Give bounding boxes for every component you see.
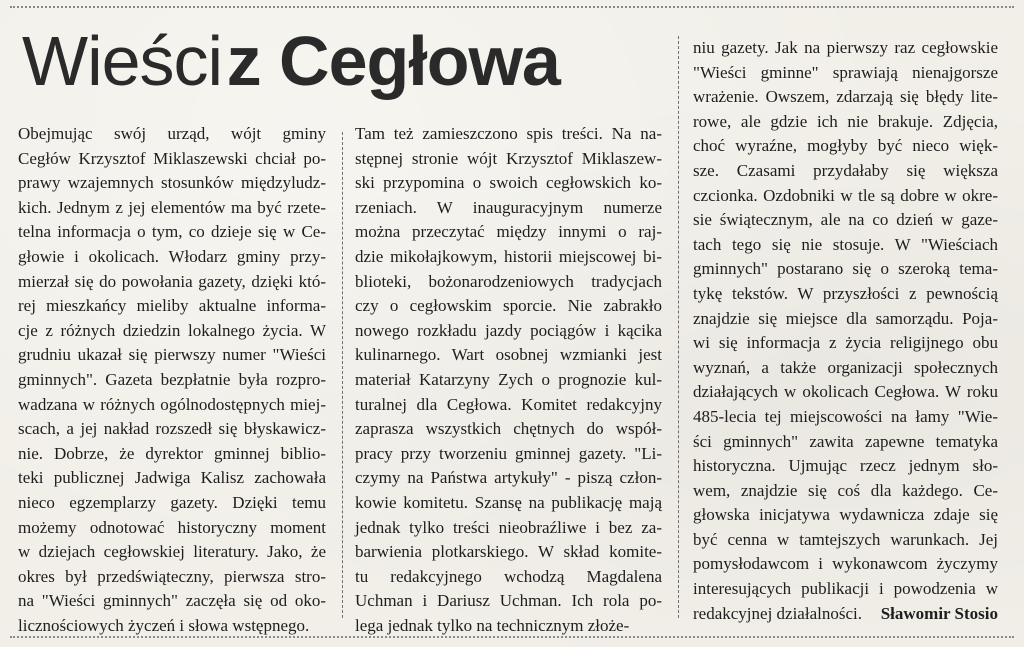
text-line: czy o cegłowskim sporcie. Nie zabrakło	[355, 296, 662, 316]
text-line: głowska inicjatywa wydawnicza zdaje się	[693, 505, 998, 525]
text-line: działających w okolicach Cegłowa. W roku	[693, 382, 998, 402]
text-line: ści gminnych" zawita zapewne tematyka	[693, 431, 998, 451]
text-line: telna informacja o tym, co dzieje się w Ce-	[18, 222, 326, 242]
text-line: sie świątecznym, ale na co dzień w gaze-	[693, 210, 998, 230]
text-line: możemy odnotować historyczny moment	[18, 517, 326, 537]
text-line: tykę tekstów. W przyszłości z pewnością	[693, 283, 998, 303]
text-line: dzie mikołajkowym, historii miejscowej bi-	[355, 246, 662, 266]
text-line: mierzał się do powołania gazety, dzięki któ-	[18, 271, 326, 291]
text-line: licznościowych życzeń i słowa wstępnego.	[18, 615, 310, 635]
article-column-3	[693, 36, 998, 626]
author-byline: Sławomir Stosio	[880, 604, 998, 623]
text-line: można przeczytać między innymi o raj-	[355, 222, 662, 242]
text-line: kulinarnego. Wart osobnej wzmianki jest	[355, 345, 662, 365]
text-line: wi się informacja z życia religijnego obu	[693, 333, 998, 353]
text-line: sze. Czasami przydałaby się większa	[693, 160, 998, 180]
text-line: historyczna. Ujmując rzecz jednym sło-	[693, 456, 998, 476]
column-separator-1	[342, 132, 343, 618]
text-line: Obejmując swój urząd, wójt gminy	[18, 124, 326, 143]
text-line: lega jednak tylko na technicznym złoże-	[355, 615, 630, 635]
text-line: turalnej dla Cegłowa. Komitet redakcyjny	[355, 394, 662, 414]
text-line: grudniu ukazał się pierwszy numer "Wieści	[18, 345, 326, 365]
text-line: pracy przy tworzeniu gminnej gazety. "Li-	[355, 443, 662, 463]
text-line: nieco egzemplarzy gazety. Dzięki temu	[18, 492, 326, 512]
text-line: nowego rozkładu jazdy pociągów i kącika	[355, 320, 662, 340]
text-line: pomysłodawcom i wykonawcom życzymy	[693, 554, 998, 574]
text-line: interesujących publikacji i powodzenia w	[693, 579, 998, 599]
text-line: czymy na Państwa artykuły" - piszą człon-	[355, 468, 662, 488]
text-line: Tam też zamieszczono spis treści. Na na-	[355, 124, 662, 143]
top-dotted-rule	[10, 6, 1014, 8]
text-line: tach tego się nie stosuje. W "Wieściach	[693, 234, 998, 254]
text-line: czcionka. Ozdobniki w tle są dobre w okre-	[693, 185, 998, 205]
article-column-2	[355, 122, 662, 638]
text-line: blioteki, bożonarodzeniowych tradycjach	[355, 271, 662, 291]
text-line: kich. Jednym z jej elementów ma być rzete-	[18, 197, 326, 217]
article-headline	[22, 22, 560, 100]
text-line: 485-lecia tej miejscowości na łamy "Wie-	[693, 406, 998, 426]
text-line: ski przypomina o swoich cegłowskich ko-	[355, 173, 662, 193]
text-line: znajdzie się miejsce dla samorządu. Poja-	[693, 308, 998, 328]
text-line: zaprasza wszystkich chętnych do współ-	[355, 419, 662, 439]
text-line: prawy wzajemnych stosunków międzyludz-	[18, 173, 326, 193]
text-line: rzeniach. W inauguracyjnym numerze	[355, 197, 662, 217]
text-line: redakcyjnej działalności.	[693, 603, 862, 623]
text-line: nie. Dobrze, że dyrektor gminnej biblio-	[18, 443, 326, 463]
text-line: materiał Katarzyny Zych o prognozie kul-	[355, 369, 662, 389]
text-line: Uchman i Dariusz Uchman. Ich rola po-	[355, 591, 662, 611]
text-line: wrażenie. Owszem, zdarzają się błędy lite-	[693, 87, 998, 107]
text-line: wyznań, a także organizacji społecznych	[693, 357, 998, 377]
text-line: stępnej stronie wójt Krzysztof Miklaszew-	[355, 148, 662, 168]
text-line: wadzana w różnych ogólnodostępnych miej-	[18, 394, 326, 414]
text-line: być cenna w tamtejszych warunkach. Jej	[693, 529, 998, 549]
text-line: wem, znajdzie się coś dla każdego. Ce-	[693, 480, 998, 500]
headline-light-part: Wieści	[22, 22, 223, 100]
text-line: na "Wieści gminnych" zaczęła się od oko-	[18, 591, 326, 611]
text-line: okres był przedświąteczny, pierwsza stro-	[18, 566, 326, 586]
text-line: rej mieszkańcy mieliby aktualne informa-	[18, 296, 326, 316]
text-line: scach, a jej nakład rozszedł się błyskawicz-	[18, 419, 326, 439]
text-line: niu gazety. Jak na pierwszy raz cegłowskie	[693, 38, 998, 57]
text-line: teki publicznej Jadwiga Kalisz zachowała	[18, 468, 326, 488]
text-line: choć wyraźne, mogłyby być nieco więk-	[693, 136, 998, 156]
text-line: cje z różnych dziedzin lokalnego życia. W	[18, 320, 326, 340]
text-line: barwienia plotkarskiego. W skład komite-	[355, 542, 662, 562]
text-line: w dziejach cegłowskiej literatury. Jako, że	[18, 542, 326, 562]
headline-bold-part: z Cegłowa	[226, 22, 560, 100]
text-line: kowie komitetu. Szansę na publikację mają	[355, 492, 662, 512]
text-line: głowie i okolicach. Włodarz gminy przy-	[18, 246, 326, 266]
article-column-1	[18, 122, 326, 638]
text-line: gminnych" postarano się o szeroką tema-	[693, 259, 998, 279]
text-line: "Wieści gminne" sprawiają nienajgorsze	[693, 62, 998, 82]
text-line: gminnych". Gazeta bezpłatnie była rozpro-	[18, 369, 326, 389]
text-line: Cegłów Krzysztof Miklaszewski chciał po-	[18, 148, 326, 168]
column-separator-2	[678, 36, 679, 618]
text-line: rowe, ale gdzie ich nie brakuje. Zdjęcia,	[693, 111, 998, 131]
bottom-dotted-rule	[10, 636, 1014, 638]
text-line: tu redakcyjnego wchodzą Magdalena	[355, 566, 662, 586]
text-line: jednak tylko treści nieobraźliwe i bez za-	[355, 517, 662, 537]
